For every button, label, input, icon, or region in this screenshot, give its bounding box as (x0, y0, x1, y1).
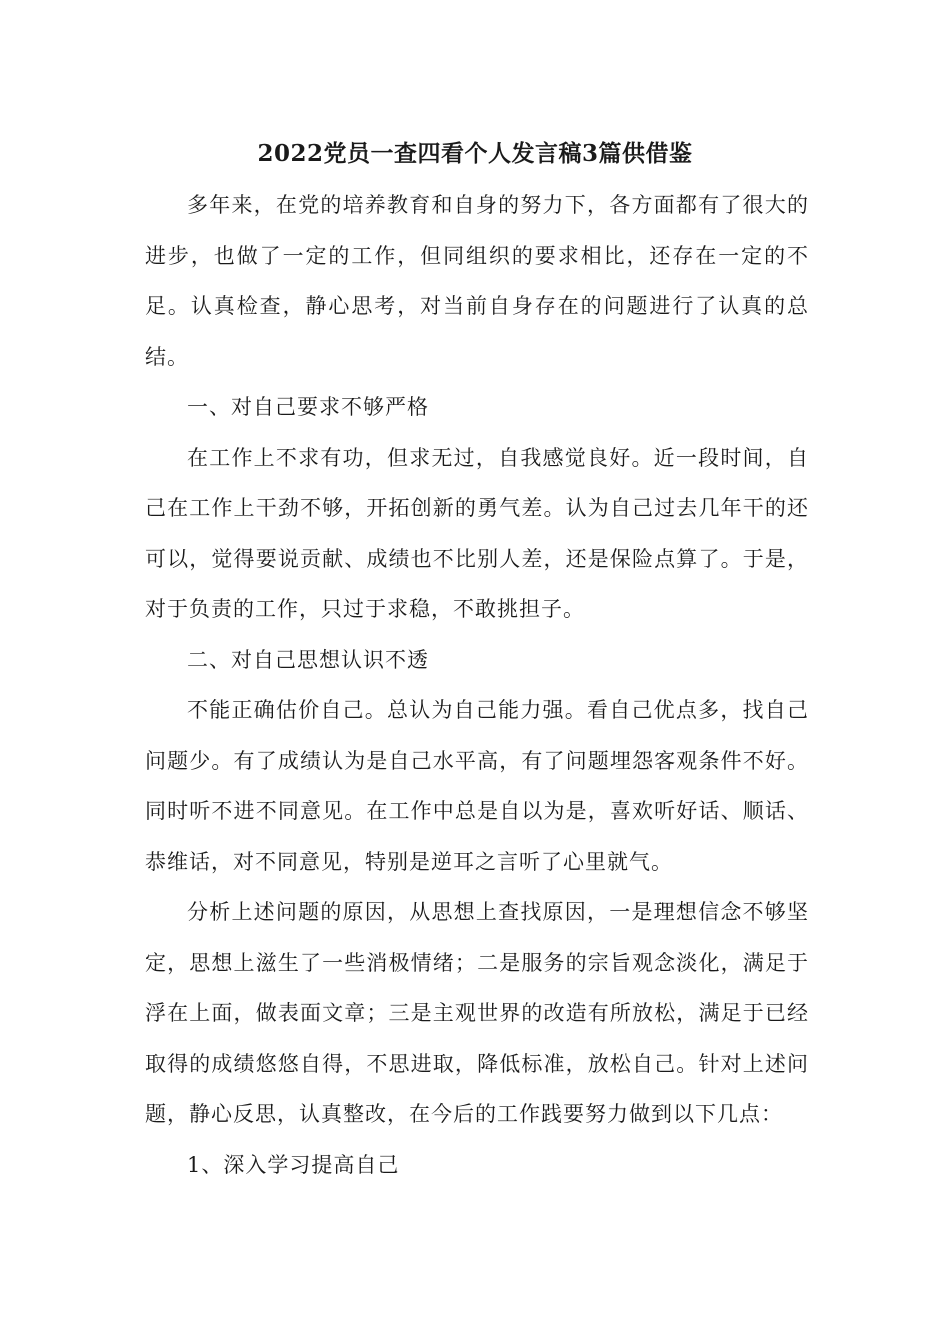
section-heading-2: 二、对自己思想认识不透 (187, 647, 429, 672)
subsection-heading-1: 1、深入学习提高自己 (187, 1152, 400, 1177)
section-heading-1: 一、对自己要求不够严格 (187, 395, 429, 419)
paragraph-intro: 多年来，在党的培养教育和自身的努力下，各方面都有了很大的进步，也做了一定的工作，但同组织的要求相比，还存在一定的不足。认真检查，静心思考，对当前自身存在的问题进行了认真的总结。 (145, 193, 809, 369)
document-title: 2022党员一查四看个人发言稿3篇供借鉴 (257, 140, 693, 167)
paragraph-section-2: 不能正确估价自己。总认为自己能力强。看自己优点多，找自己问题少。有了成绩认为是自己水平高，有了问题埋怨客观条件不好。同时听不进不同意见。在工作中总是自以为是，喜欢听好话、顺话、恭维话，对不同意见，特别是逆耳之言听了心里就气。 (145, 698, 809, 874)
paragraph-section-1: 在工作上不求有功，但求无过，自我感觉良好。近一段时间，自己在工作上干劲不够，开拓创新的勇气差。认为自己过去几年干的还可以，觉得要说贡献、成绩也不比别人差，还是保险点算了。于是，对于负责的工作，只过于求稳，不敢挑担子。 (145, 445, 809, 621)
document-body (145, 180, 809, 1190)
paragraph-analysis: 分析上述问题的原因，从思想上查找原因，一是理想信念不够坚定，思想上滋生了一些消极情绪；二是服务的宗旨观念淡化，满足于浮在上面，做表面文章；三是主观世界的改造有所放松，满足于已经取得的成绩悠悠自得，不思进取，降低标准，放松自己。针对上述问题，静心反思，认真整改，在今后的工作践要努力做到以下几点： (145, 900, 809, 1126)
